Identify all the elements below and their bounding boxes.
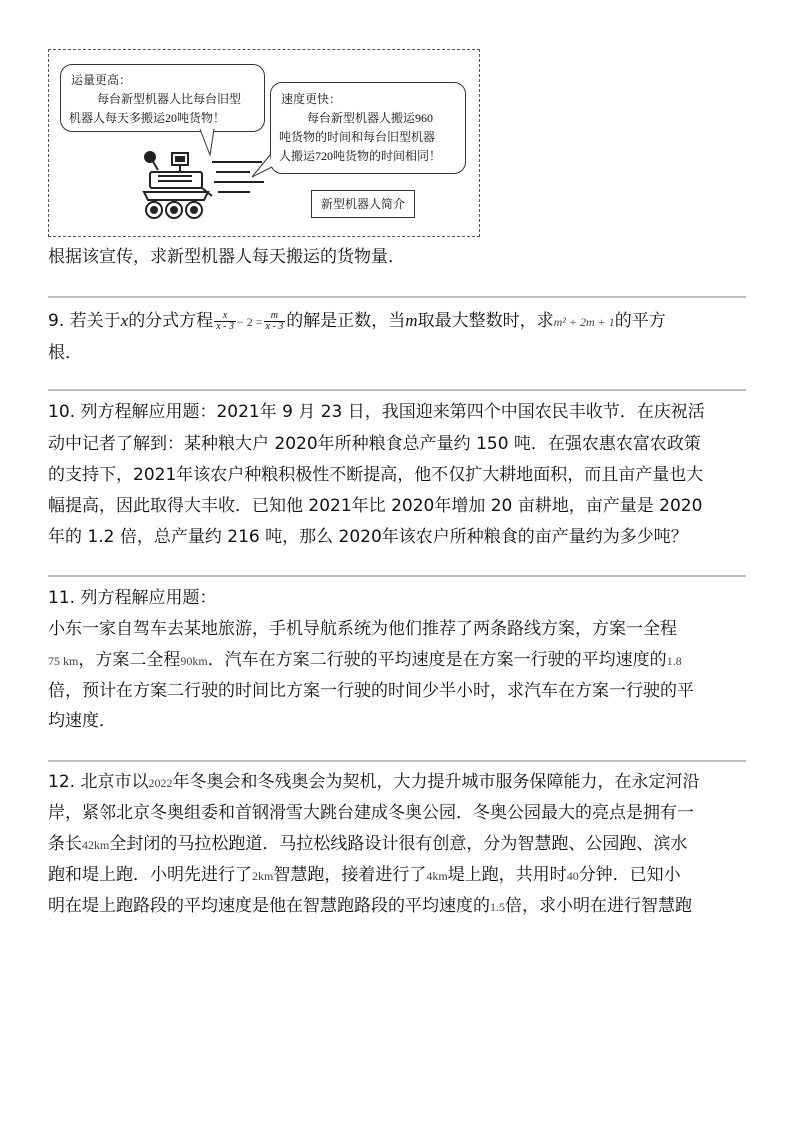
question-number: 9. xyxy=(48,311,65,331)
q9-text: 取最大整数时，求 xyxy=(417,311,554,331)
q12-text: 明在堤上跑路段的平均速度是他在智慧跑路段的平均速度的 xyxy=(48,896,490,916)
q11-line1: 11. 列方程解应用题： xyxy=(48,588,217,608)
divider xyxy=(48,296,746,298)
fraction-2 xyxy=(264,311,286,332)
bubble-text: 每台新型机器人搬运960 xyxy=(307,111,434,125)
var-m: m xyxy=(405,311,418,330)
equation-middle: − 2 = xyxy=(236,315,263,329)
fraction-denominator: x - 3 xyxy=(216,320,234,332)
q12-text: 堤上跑，共用时 xyxy=(447,865,567,885)
bubble-text: 机器人每天多搬运20吨货物！ xyxy=(69,111,226,125)
value-distance-2: 90km xyxy=(180,654,208,668)
q11-line2: 小东一家自驾车去某地旅游，手机导航系统为他们推荐了两条路线方案，方案一全程 xyxy=(48,619,677,639)
q12-text: 跑和堤上跑．小明先进行了 xyxy=(48,865,252,885)
var-x: x xyxy=(120,311,129,330)
q12-text: 分钟．已知小 xyxy=(578,865,681,885)
q12-line4 xyxy=(48,860,681,891)
q11-line4: 倍，预计在方案二行驶的时间比方案一行驶的时间少半小时，求汽车在方案一行驶的平 xyxy=(48,681,694,701)
value-distance-1: 75 km xyxy=(48,654,79,668)
q12-text: 全封闭的马拉松跑道．马拉松线路设计很有创意，分为智慧跑、公园跑、滨水 xyxy=(109,834,688,854)
fraction-denominator: x - 3 xyxy=(265,320,284,332)
value-ratio: 1.5 xyxy=(490,900,505,914)
bubble-text: 吨货物的时间和每台旧型机器 xyxy=(279,130,436,144)
q10-line: 动中记者了解到：某种粮大户 2020年所种粮食总产量约 150 吨．在强农惠农富农政策 xyxy=(48,434,701,454)
q10-line: 幅提高，因此取得大丰收．已知他 2021年比 2020年增加 20 亩耕地，亩产量是 2020 xyxy=(48,496,703,516)
fraction-numerator: x xyxy=(214,311,236,322)
robot-rover-icon xyxy=(132,148,272,226)
q9-line2: 根． xyxy=(48,343,82,363)
speech-bubble-speed xyxy=(270,82,466,174)
q12-text: 12. 北京市以 xyxy=(48,772,149,792)
speech-bubble-capacity xyxy=(60,64,265,132)
q11-line5: 均速度． xyxy=(48,711,116,731)
q11-text: ．汽车在方案二行驶的平均速度是在方案一行驶的平均速度的 xyxy=(207,650,667,670)
divider xyxy=(48,575,746,577)
value-year: 2022 xyxy=(148,776,173,790)
q9-text: 的平方 xyxy=(614,311,666,331)
q12-line2: 岸，紧邻北京冬奥组委和首钢滑雪大跳台建成冬奥公园．冬奥公园最大的亮点是拥有一 xyxy=(48,803,694,823)
value-distance: 42km xyxy=(82,838,110,852)
q9-line1 xyxy=(48,306,666,337)
q9-text: 的解是正数，当 xyxy=(286,311,406,331)
divider xyxy=(48,389,746,391)
fraction-numerator: m xyxy=(264,311,286,322)
q12-text: 条长 xyxy=(48,834,82,854)
expression: m² + 2m + 1 xyxy=(553,315,615,329)
q10-line: 的支持下，2021年该农户种粮积极性不断提高，他不仅扩大耕地面积，而且亩产量也大 xyxy=(48,465,704,485)
q10-line: 年的 1.2 倍，总产量约 216 吨，那么 2020年该农户所种粮食的亩产量约为多少吨？ xyxy=(48,527,688,547)
q12-line5 xyxy=(48,891,692,922)
q9-text: 若关于 xyxy=(69,311,121,331)
value-distance: 2km xyxy=(252,869,274,883)
bubble-title: 速度更快： xyxy=(281,92,342,106)
q12-text: 年冬奥会和冬残奥会为契机，大力提升城市服务保障能力，在永定河沿 xyxy=(172,772,700,792)
bubble-title: 运量更高： xyxy=(71,73,132,87)
robot-intro-box xyxy=(311,190,415,218)
q8-question: 根据该宣传，求新型机器人每天搬运的货物量． xyxy=(48,247,405,267)
q11-line3 xyxy=(48,645,682,676)
q12-text: 倍，求小明在进行智慧跑 xyxy=(505,896,692,916)
q12-line1 xyxy=(48,767,699,798)
intro-box-label: 新型机器人简介 xyxy=(320,197,405,211)
bubble-text: 人搬运720吨货物的时间相同！ xyxy=(279,149,442,163)
value-ratio: 1.8 xyxy=(666,654,682,668)
q11-text: ，方案二全程 xyxy=(78,650,181,670)
q10-line: 10. 列方程解应用题：2021年 9 月 23 日，我国迎来第四个中国农民丰收节．在庆祝活 xyxy=(48,402,705,422)
value-distance: 4km xyxy=(426,869,448,883)
bubble-text: 每台新型机器人比每台旧型 xyxy=(97,92,242,106)
value-minutes: 40 xyxy=(566,869,579,883)
q12-text: 智慧跑，接着进行了 xyxy=(273,865,427,885)
q9-text: 的分式方程 xyxy=(128,311,214,331)
fraction-1 xyxy=(214,311,236,332)
divider xyxy=(48,760,746,762)
q12-line3 xyxy=(48,829,687,860)
